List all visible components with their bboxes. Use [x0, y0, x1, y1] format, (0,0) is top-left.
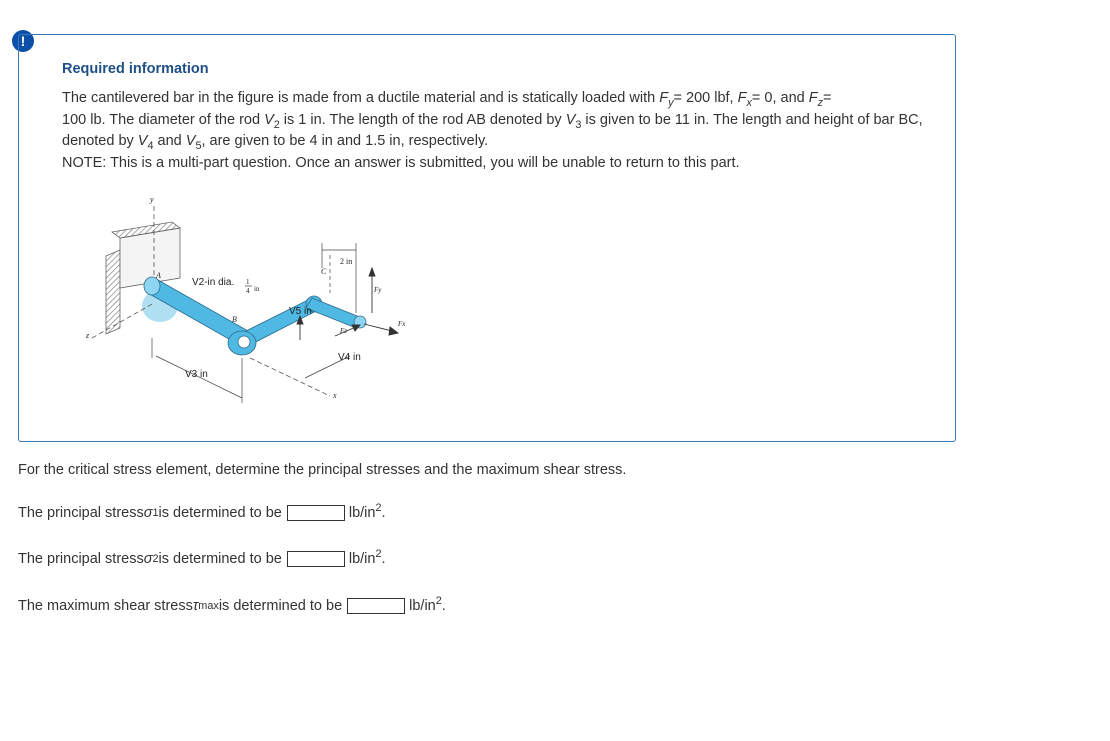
question-text: For the critical stress element, determine the principal stresses and the maximum shear stress. [18, 462, 627, 478]
label-2in: 2 in [340, 257, 353, 266]
info-title: Required information [62, 61, 209, 77]
figure-labels [85, 195, 406, 400]
label-fy: Fy [374, 286, 382, 294]
sigma1-input[interactable] [287, 505, 345, 521]
label-v3: V3 in [185, 369, 208, 380]
sigma2-input[interactable] [287, 551, 345, 567]
answer-row-sigma2: The principal stress σ 2 is determined to be $lb/in^2$. [18, 548, 386, 567]
label-y: y [150, 195, 154, 204]
answer-row-sigma1: The principal stress σ 1 is determined to be $lb/in^2$. [18, 502, 386, 521]
alert-icon: ! [12, 30, 34, 52]
label-c: C [321, 267, 327, 276]
label-fz: Fz [340, 327, 347, 335]
rod-cd [306, 298, 366, 328]
label-b: B [232, 315, 237, 324]
unit-label: $lb/in^2$. [409, 595, 446, 614]
label-v5: V5 in [289, 306, 312, 317]
label-quarter-unit: in [254, 285, 260, 293]
label-quarter-num: 1 [246, 278, 250, 286]
wall-support [106, 222, 180, 334]
answer-row-tau-max: The maximum shear stress τ max is determined to be $lb/in^2$. [18, 595, 446, 614]
label-x: x [333, 391, 337, 400]
label-quarter-den: 4 [246, 287, 250, 295]
problem-statement [62, 88, 932, 174]
label-v2: V2-in dia. [192, 277, 235, 288]
label-fx: Fx [398, 320, 406, 328]
label-a: A [156, 271, 161, 280]
unit-label: $lb/in^2$. [348, 502, 386, 521]
unit-label: $lb/in^2$. [348, 548, 386, 567]
note-text: NOTE: This is a multi-part question. Once an answer is submitted, you will be unable to return to this part. [62, 154, 740, 171]
label-v4: V4 in [338, 352, 361, 363]
label-z: z [86, 331, 90, 340]
cantilever-figure [60, 188, 420, 413]
tau-max-input[interactable] [347, 598, 405, 614]
problem-paragraph: The cantilevered bar in the figure is made from a ductile material and is statically loaded with $F_y= 200$ lbf, $F_x= 0$, and $F_z=$ 100 lb. The diameter of the rod $V_2$ is 1 in. The length of the rod AB denoted by $V_3$ is given to be 11 in. The length and height of bar BC, denoted by $V_4$ and $V_5$, are given to be 4 in and 1.5 in, respectively. [62, 90, 923, 152]
